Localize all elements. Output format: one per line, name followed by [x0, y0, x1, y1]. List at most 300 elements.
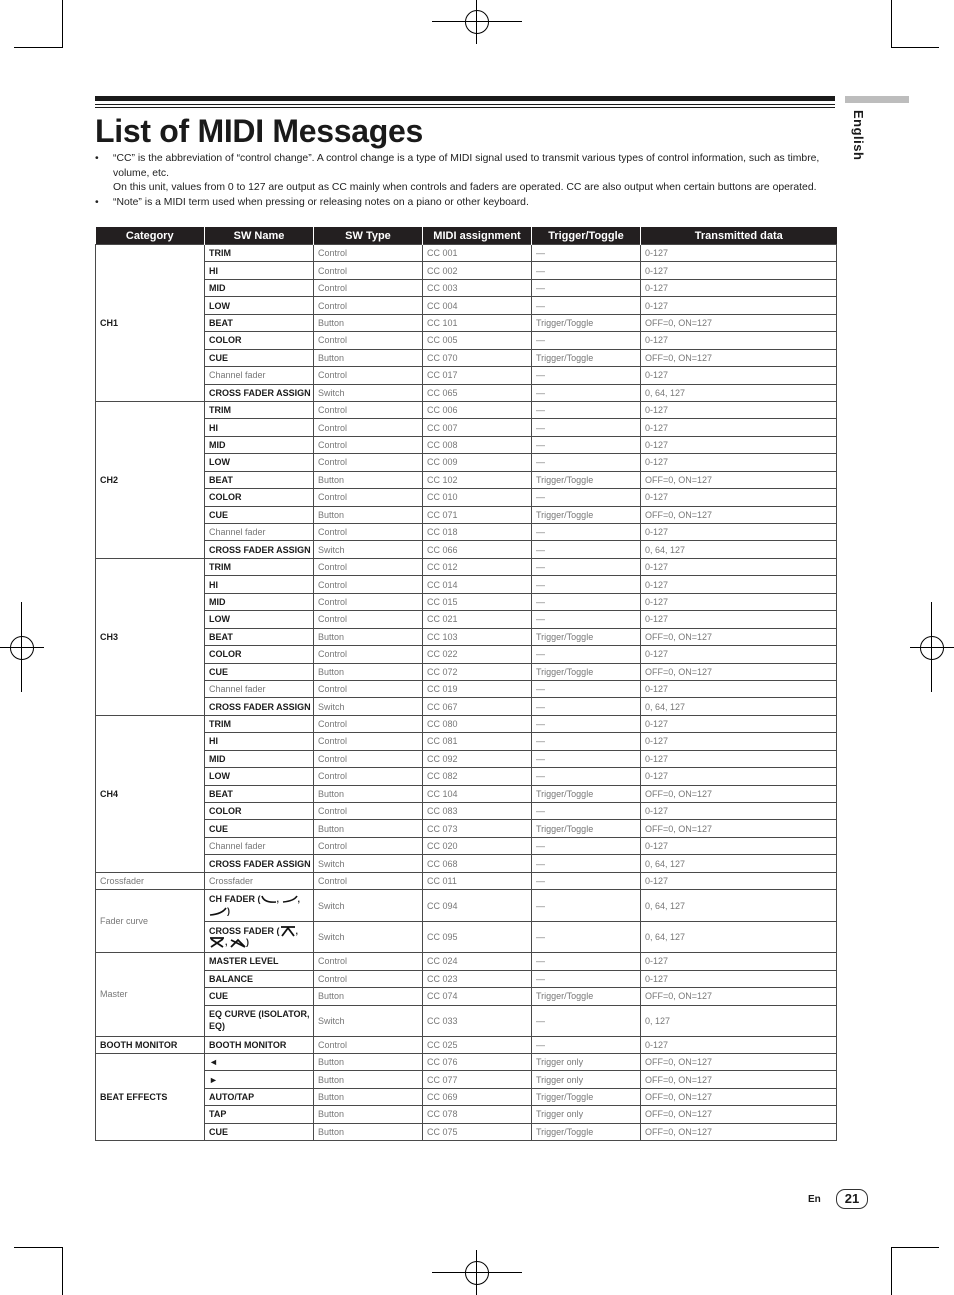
sw-type-cell: Control [314, 367, 423, 384]
midi-assignment-cell: CC 095 [423, 922, 532, 953]
midi-assignment-cell: CC 065 [423, 384, 532, 401]
sw-type-cell: Control [314, 524, 423, 541]
language-tab: English [851, 110, 866, 161]
transmitted-data-cell: 0-127 [641, 297, 837, 314]
fader-curve-slow-icon [209, 907, 227, 916]
midi-assignment-cell: CC 067 [423, 698, 532, 715]
crossfader-curve-sharp-icon [280, 926, 296, 937]
transmitted-data-cell: OFF=0, ON=127 [641, 314, 837, 331]
transmitted-data-cell: 0, 64, 127 [641, 855, 837, 872]
table-row [96, 611, 837, 628]
table-row [96, 715, 837, 732]
option-isolator: ISOLATOR [261, 1009, 308, 1019]
option-eq: EQ [209, 1020, 223, 1031]
category-cell: BOOTH MONITOR [96, 1036, 205, 1053]
trigger-toggle-cell: — [532, 970, 641, 987]
trigger-toggle-cell: — [532, 279, 641, 296]
transmitted-data-cell: OFF=0, ON=127 [641, 349, 837, 366]
transmitted-data-cell: 0-127 [641, 750, 837, 767]
sw-type-cell: Button [314, 506, 423, 523]
transmitted-data-cell: 0-127 [641, 733, 837, 750]
sw-name-cell: CUE [205, 988, 314, 1005]
registration-line [21, 602, 22, 692]
transmitted-data-cell: 0-127 [641, 1036, 837, 1053]
midi-assignment-cell: CC 024 [423, 953, 532, 970]
table-row [96, 970, 837, 987]
table-row [96, 922, 837, 953]
transmitted-data-cell: 0-127 [641, 837, 837, 854]
sw-type-cell: Switch [314, 384, 423, 401]
sw-name-cell: EQ CURVE (ISOLATOR, EQ) [205, 1005, 314, 1036]
sw-type-cell: Control [314, 593, 423, 610]
crossfader-curve-mid-icon [209, 937, 225, 948]
sw-name-cell: ◄ [205, 1053, 314, 1070]
footer-language: En [808, 1194, 821, 1205]
table-row [96, 489, 837, 506]
sw-type-cell: Switch [314, 1005, 423, 1036]
sw-name-cell: BEAT [205, 471, 314, 488]
transmitted-data-cell: 0-127 [641, 245, 837, 262]
sw-type-cell: Control [314, 332, 423, 349]
table-row [96, 1053, 837, 1070]
table-row [96, 454, 837, 471]
trigger-toggle-cell: — [532, 524, 641, 541]
midi-messages-table [95, 227, 837, 1141]
transmitted-data-cell: 0-127 [641, 803, 837, 820]
midi-assignment-cell: CC 102 [423, 471, 532, 488]
trigger-toggle-cell: — [532, 855, 641, 872]
midi-assignment-cell: CC 070 [423, 349, 532, 366]
transmitted-data-cell: OFF=0, ON=127 [641, 820, 837, 837]
crossfader-curve-smooth-icon [230, 937, 246, 948]
sw-name-cell: TRIM [205, 558, 314, 575]
page-number: 21 [836, 1189, 868, 1209]
sw-name-cell: Channel fader [205, 680, 314, 697]
sw-name-cell: MID [205, 279, 314, 296]
registration-mark [465, 10, 489, 34]
registration-mark [465, 1261, 489, 1285]
trigger-toggle-cell: — [532, 953, 641, 970]
sw-name-cell: CROSS FADER ASSIGN [205, 698, 314, 715]
trigger-toggle-cell: — [532, 401, 641, 418]
sw-type-cell: Control [314, 1036, 423, 1053]
registration-line [0, 647, 44, 648]
table-row [96, 872, 837, 889]
note-text: “Note” is a MIDI term used when pressing or releasing notes on a piano or other keyboard. [113, 196, 529, 208]
trigger-toggle-cell: — [532, 454, 641, 471]
sw-type-cell: Control [314, 715, 423, 732]
sw-type-cell: Control [314, 401, 423, 418]
category-cell: BEAT EFFECTS [96, 1053, 205, 1140]
trigger-toggle-cell: — [532, 1005, 641, 1036]
sw-name-cell: LOW [205, 611, 314, 628]
sw-type-cell: Control [314, 419, 423, 436]
midi-assignment-cell: CC 103 [423, 628, 532, 645]
trigger-toggle-cell: Trigger/Toggle [532, 820, 641, 837]
trigger-toggle-cell: — [532, 262, 641, 279]
table-row [96, 1005, 837, 1036]
table-row [96, 733, 837, 750]
transmitted-data-cell: OFF=0, ON=127 [641, 1053, 837, 1070]
transmitted-data-cell: 0, 64, 127 [641, 384, 837, 401]
table-row [96, 1123, 837, 1140]
registration-line [432, 1272, 522, 1273]
sw-name-cell: HI [205, 262, 314, 279]
trigger-toggle-cell: — [532, 384, 641, 401]
midi-assignment-cell: CC 020 [423, 837, 532, 854]
sw-name-cell: MID [205, 436, 314, 453]
transmitted-data-cell: 0-127 [641, 970, 837, 987]
sw-name-cell: CUE [205, 1123, 314, 1140]
sw-name-cell: CUE [205, 663, 314, 680]
note-text-cont: On this unit, values from 0 to 127 are output as CC mainly when controls and faders are operated. CC are also output when certain buttons are operated. [113, 182, 817, 193]
sw-type-cell: Control [314, 970, 423, 987]
trigger-toggle-cell: — [532, 1036, 641, 1053]
table-row [96, 837, 837, 854]
crop-mark [62, 1247, 63, 1295]
sw-type-cell: Button [314, 1088, 423, 1105]
sw-name-text: EQ CURVE [209, 1009, 256, 1019]
sw-type-cell: Control [314, 750, 423, 767]
sw-name-cell: COLOR [205, 489, 314, 506]
category-cell: Crossfader [96, 872, 205, 889]
trigger-toggle-cell: Trigger only [532, 1106, 641, 1123]
table-row [96, 768, 837, 785]
midi-assignment-cell: CC 066 [423, 541, 532, 558]
sw-type-cell: Control [314, 279, 423, 296]
table-row [96, 988, 837, 1005]
table-row [96, 436, 837, 453]
header-rule [95, 96, 835, 101]
midi-assignment-cell: CC 033 [423, 1005, 532, 1036]
sw-type-cell: Control [314, 489, 423, 506]
trigger-toggle-cell: Trigger/Toggle [532, 1088, 641, 1105]
registration-line [476, 1250, 477, 1295]
registration-line [432, 21, 522, 22]
midi-assignment-cell: CC 019 [423, 680, 532, 697]
sw-type-cell: Switch [314, 855, 423, 872]
sw-type-cell: Control [314, 953, 423, 970]
sw-name-cell: Crossfader [205, 872, 314, 889]
trigger-toggle-cell: Trigger/Toggle [532, 471, 641, 488]
sw-type-cell: Button [314, 1106, 423, 1123]
sw-type-cell: Control [314, 558, 423, 575]
midi-assignment-cell: CC 017 [423, 367, 532, 384]
trigger-toggle-cell: Trigger only [532, 1071, 641, 1088]
sw-name-cell: LOW [205, 768, 314, 785]
transmitted-data-cell: 0-127 [641, 680, 837, 697]
midi-assignment-cell: CC 094 [423, 890, 532, 922]
category-cell: CH2 [96, 401, 205, 558]
sw-type-cell: Control [314, 768, 423, 785]
sw-name-cell: CROSS FADER ( , , ) [205, 922, 314, 953]
midi-assignment-cell: CC 075 [423, 1123, 532, 1140]
crop-mark [891, 47, 939, 48]
table-row [96, 663, 837, 680]
registration-line [931, 602, 932, 692]
table-row [96, 890, 837, 922]
trigger-toggle-cell: — [532, 715, 641, 732]
trigger-toggle-cell: Trigger/Toggle [532, 314, 641, 331]
midi-assignment-cell: CC 071 [423, 506, 532, 523]
crop-mark [14, 47, 62, 48]
transmitted-data-cell: OFF=0, ON=127 [641, 628, 837, 645]
midi-assignment-cell: CC 022 [423, 646, 532, 663]
transmitted-data-cell: 0-127 [641, 715, 837, 732]
sw-name-cell: COLOR [205, 332, 314, 349]
sw-name-cell: MASTER LEVEL [205, 953, 314, 970]
midi-assignment-cell: CC 072 [423, 663, 532, 680]
trigger-toggle-cell: — [532, 332, 641, 349]
table-row [96, 419, 837, 436]
sw-name-cell: CUE [205, 820, 314, 837]
table-row [96, 314, 837, 331]
header-rule [95, 107, 835, 108]
table-row [96, 576, 837, 593]
language-tab-bar [845, 96, 909, 103]
sw-name-cell: CROSS FADER ASSIGN [205, 384, 314, 401]
sw-type-cell: Button [314, 349, 423, 366]
midi-assignment-cell: CC 083 [423, 803, 532, 820]
crop-mark [891, 1247, 892, 1295]
midi-assignment-cell: CC 001 [423, 245, 532, 262]
table-row [96, 524, 837, 541]
table-row [96, 750, 837, 767]
trigger-toggle-cell: — [532, 733, 641, 750]
sw-type-cell: Button [314, 820, 423, 837]
midi-assignment-cell: CC 078 [423, 1106, 532, 1123]
sw-type-cell: Control [314, 262, 423, 279]
note-bullet-cc [95, 152, 840, 181]
sw-type-cell: Control [314, 245, 423, 262]
transmitted-data-cell: 0-127 [641, 524, 837, 541]
midi-assignment-cell: CC 007 [423, 419, 532, 436]
trigger-toggle-cell: — [532, 611, 641, 628]
midi-assignment-cell: CC 069 [423, 1088, 532, 1105]
table-row [96, 785, 837, 802]
trigger-toggle-cell: — [532, 922, 641, 953]
transmitted-data-cell: OFF=0, ON=127 [641, 663, 837, 680]
trigger-toggle-cell: — [532, 297, 641, 314]
table-row [96, 262, 837, 279]
midi-assignment-cell: CC 002 [423, 262, 532, 279]
sw-name-cell: Channel fader [205, 367, 314, 384]
header-category: Category [96, 227, 205, 245]
category-cell: CH1 [96, 245, 205, 402]
table-row [96, 297, 837, 314]
transmitted-data-cell: 0-127 [641, 576, 837, 593]
sw-type-cell: Control [314, 454, 423, 471]
table-row [96, 855, 837, 872]
registration-line [476, 0, 477, 44]
table-row [96, 471, 837, 488]
sw-name-cell: CUE [205, 506, 314, 523]
sw-type-cell: Button [314, 988, 423, 1005]
category-cell: Master [96, 953, 205, 1036]
transmitted-data-cell: 0-127 [641, 279, 837, 296]
table-row [96, 332, 837, 349]
sw-type-cell: Button [314, 1071, 423, 1088]
fader-curve-linear-icon [282, 895, 298, 904]
sw-name-cell: LOW [205, 297, 314, 314]
sw-name-cell: HI [205, 419, 314, 436]
midi-assignment-cell: CC 018 [423, 524, 532, 541]
table-row [96, 558, 837, 575]
midi-assignment-cell: CC 021 [423, 611, 532, 628]
table-row [96, 680, 837, 697]
sw-name-cell: CH FADER ( , , ) [205, 890, 314, 922]
sw-name-cell: BEAT [205, 314, 314, 331]
transmitted-data-cell: 0-127 [641, 401, 837, 418]
sw-type-cell: Button [314, 1123, 423, 1140]
midi-assignment-cell: CC 025 [423, 1036, 532, 1053]
midi-assignment-cell: CC 104 [423, 785, 532, 802]
sw-type-cell: Switch [314, 698, 423, 715]
table-row [96, 1106, 837, 1123]
transmitted-data-cell: 0-127 [641, 454, 837, 471]
sw-name-cell: CROSS FADER ASSIGN [205, 541, 314, 558]
header-rule [95, 104, 835, 105]
sw-type-cell: Button [314, 663, 423, 680]
transmitted-data-cell: OFF=0, ON=127 [641, 1088, 837, 1105]
transmitted-data-cell: 0, 127 [641, 1005, 837, 1036]
header-trigger-toggle: Trigger/Toggle [532, 227, 641, 245]
registration-line [910, 647, 954, 648]
trigger-toggle-cell: — [532, 698, 641, 715]
midi-assignment-cell: CC 073 [423, 820, 532, 837]
sw-type-cell: Control [314, 576, 423, 593]
note-text: “CC” is the abbreviation of “control change”. A control change is a type of MIDI signal used to transmit various types of control information, such as timbre, volume, etc. [113, 153, 820, 179]
header-sw-name: SW Name [205, 227, 314, 245]
sw-name-cell: BEAT [205, 785, 314, 802]
trigger-toggle-cell: — [532, 646, 641, 663]
midi-assignment-cell: CC 101 [423, 314, 532, 331]
trigger-toggle-cell: Trigger/Toggle [532, 785, 641, 802]
transmitted-data-cell: OFF=0, ON=127 [641, 1123, 837, 1140]
sw-name-cell: BALANCE [205, 970, 314, 987]
trigger-toggle-cell: — [532, 680, 641, 697]
transmitted-data-cell: 0-127 [641, 332, 837, 349]
sw-type-cell: Control [314, 611, 423, 628]
transmitted-data-cell: OFF=0, ON=127 [641, 1106, 837, 1123]
sw-type-cell: Button [314, 628, 423, 645]
sw-type-cell: Switch [314, 890, 423, 922]
table-row [96, 279, 837, 296]
trigger-toggle-cell: — [532, 872, 641, 889]
table-row [96, 953, 837, 970]
transmitted-data-cell: 0, 64, 127 [641, 922, 837, 953]
transmitted-data-cell: 0, 64, 127 [641, 698, 837, 715]
sw-type-cell: Control [314, 680, 423, 697]
trigger-toggle-cell: Trigger/Toggle [532, 349, 641, 366]
sw-type-cell: Control [314, 733, 423, 750]
trigger-toggle-cell: — [532, 245, 641, 262]
transmitted-data-cell: OFF=0, ON=127 [641, 1071, 837, 1088]
header-transmitted-data: Transmitted data [641, 227, 837, 245]
transmitted-data-cell: 0, 64, 127 [641, 890, 837, 922]
crop-mark [14, 1247, 62, 1248]
sw-name-cell: BEAT [205, 628, 314, 645]
sw-name-text: CH FADER [209, 894, 256, 905]
sw-type-cell: Control [314, 803, 423, 820]
transmitted-data-cell: 0-127 [641, 419, 837, 436]
sw-name-cell: HI [205, 733, 314, 750]
midi-assignment-cell: CC 082 [423, 768, 532, 785]
transmitted-data-cell: 0-127 [641, 367, 837, 384]
sw-name-cell: CROSS FADER ASSIGN [205, 855, 314, 872]
table-row [96, 593, 837, 610]
midi-assignment-cell: CC 068 [423, 855, 532, 872]
transmitted-data-cell: OFF=0, ON=127 [641, 988, 837, 1005]
transmitted-data-cell: OFF=0, ON=127 [641, 785, 837, 802]
sw-name-cell: TRIM [205, 245, 314, 262]
sw-type-cell: Button [314, 1053, 423, 1070]
transmitted-data-cell: 0-127 [641, 768, 837, 785]
table-row [96, 245, 837, 262]
midi-assignment-cell: CC 010 [423, 489, 532, 506]
table-row [96, 1036, 837, 1053]
midi-assignment-cell: CC 009 [423, 454, 532, 471]
transmitted-data-cell: 0-127 [641, 558, 837, 575]
sw-name-cell: TRIM [205, 715, 314, 732]
transmitted-data-cell: 0-127 [641, 872, 837, 889]
trigger-toggle-cell: — [532, 436, 641, 453]
table-row [96, 820, 837, 837]
table-header-row [96, 227, 837, 245]
table-row [96, 506, 837, 523]
table-row [96, 1088, 837, 1105]
trigger-toggle-cell: — [532, 593, 641, 610]
header-midi-assignment: MIDI assignment [423, 227, 532, 245]
transmitted-data-cell: 0-127 [641, 436, 837, 453]
sw-name-cell: TAP [205, 1106, 314, 1123]
table-row [96, 698, 837, 715]
crop-mark [891, 1247, 939, 1248]
transmitted-data-cell: OFF=0, ON=127 [641, 506, 837, 523]
sw-type-cell: Control [314, 837, 423, 854]
trigger-toggle-cell: — [532, 768, 641, 785]
sw-type-cell: Button [314, 785, 423, 802]
midi-assignment-cell: CC 003 [423, 279, 532, 296]
transmitted-data-cell: 0-127 [641, 953, 837, 970]
trigger-toggle-cell: Trigger/Toggle [532, 988, 641, 1005]
table-row [96, 541, 837, 558]
table-row [96, 384, 837, 401]
note-bullet-note [95, 196, 840, 211]
sw-type-cell: Button [314, 314, 423, 331]
midi-assignment-cell: CC 011 [423, 872, 532, 889]
trigger-toggle-cell: — [532, 541, 641, 558]
midi-assignment-cell: CC 092 [423, 750, 532, 767]
transmitted-data-cell: 0-127 [641, 489, 837, 506]
fader-curve-steep-icon [261, 895, 277, 904]
transmitted-data-cell: 0-127 [641, 262, 837, 279]
trigger-toggle-cell: — [532, 489, 641, 506]
sw-name-cell: Channel fader [205, 837, 314, 854]
transmitted-data-cell: OFF=0, ON=127 [641, 471, 837, 488]
trigger-toggle-cell: — [532, 367, 641, 384]
table-row [96, 1071, 837, 1088]
table-row [96, 628, 837, 645]
midi-assignment-cell: CC 077 [423, 1071, 532, 1088]
midi-assignment-cell: CC 076 [423, 1053, 532, 1070]
trigger-toggle-cell: Trigger only [532, 1053, 641, 1070]
midi-assignment-cell: CC 080 [423, 715, 532, 732]
registration-mark [920, 636, 944, 660]
table-row [96, 367, 837, 384]
trigger-toggle-cell: — [532, 837, 641, 854]
page-title: List of MIDI Messages [95, 113, 423, 149]
